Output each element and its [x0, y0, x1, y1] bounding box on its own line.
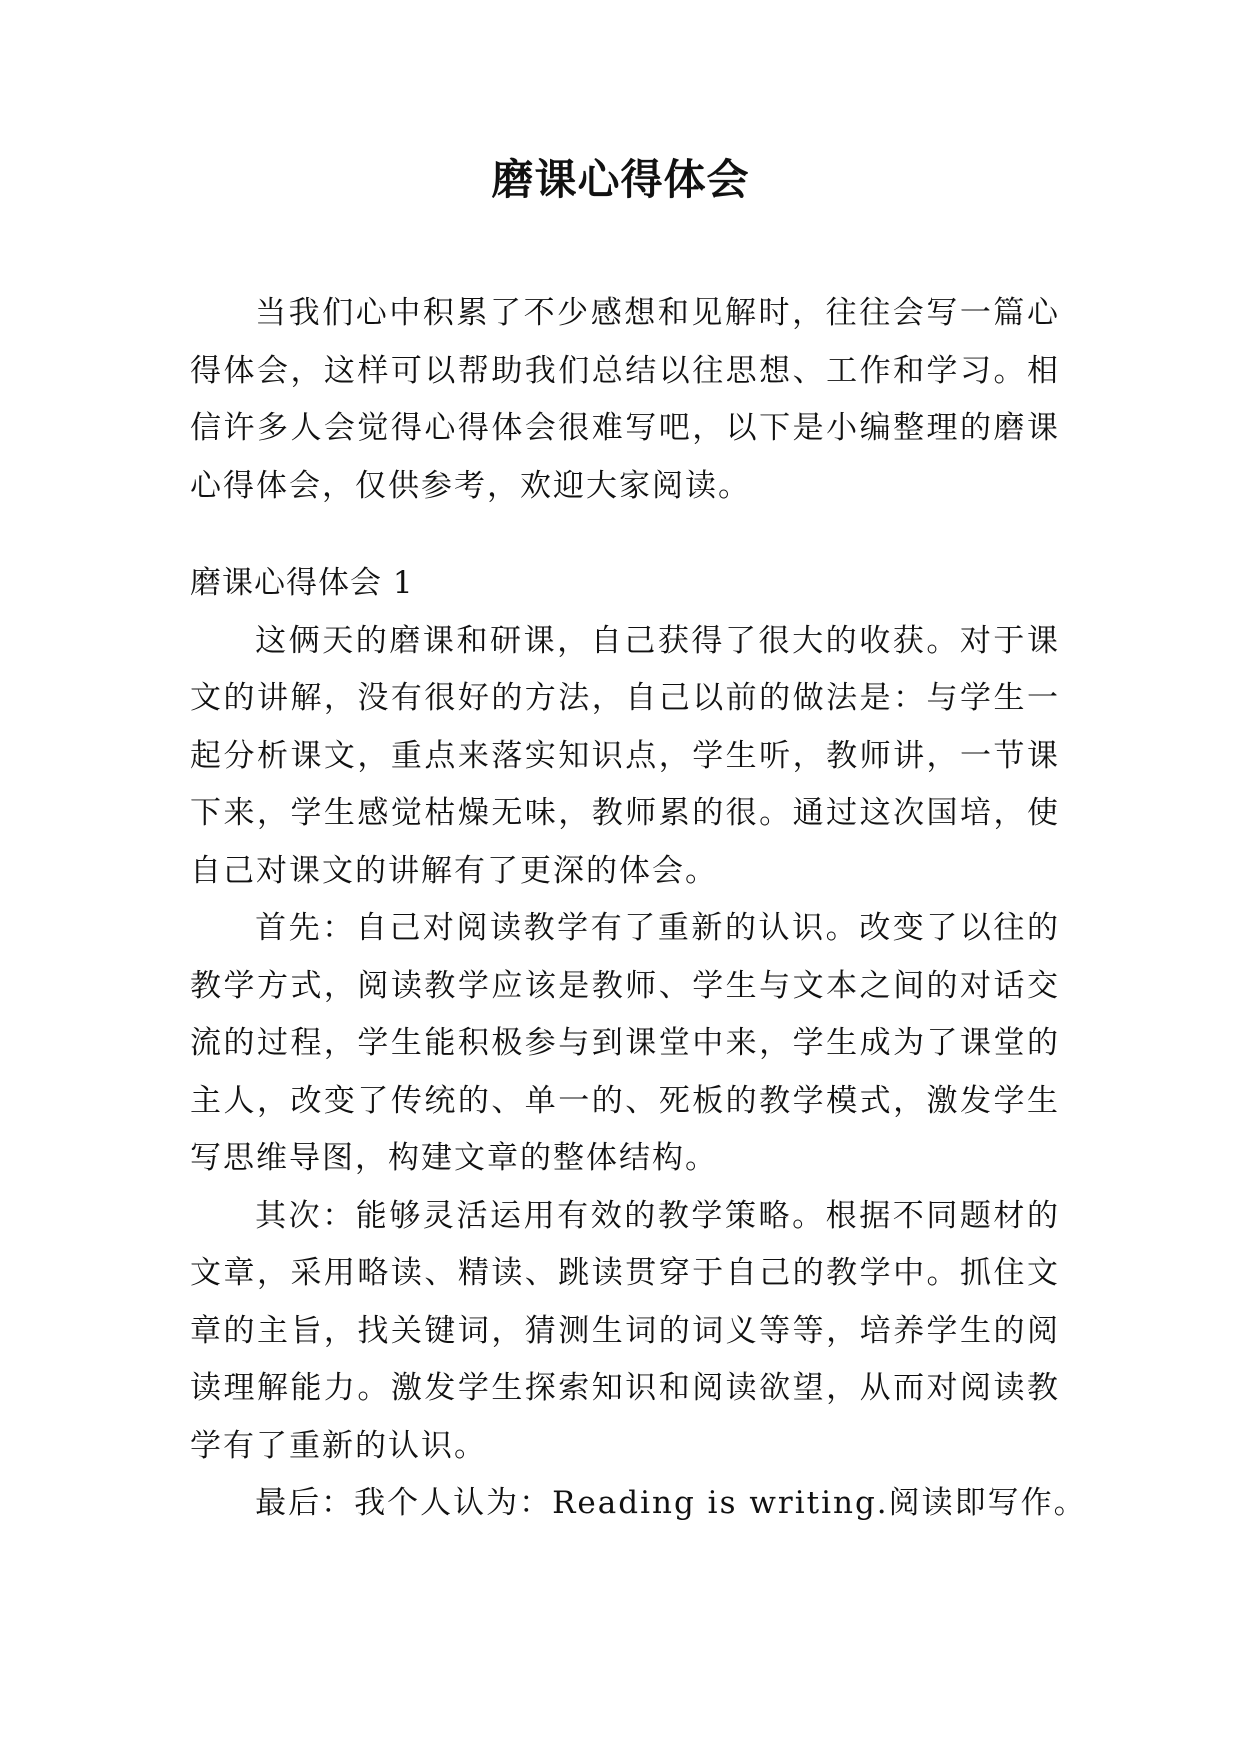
section-heading: 磨课心得体会 1	[190, 565, 414, 601]
document-body	[190, 285, 1087, 1533]
body-paragraph: 首先：自己对阅读教学有了重新的认识。改变了以往的教学方式，阅读教学应该是教师、学生与文本之间的对话交流的过程，学生能积极参与到课堂中来，学生成为了课堂的主人，改变了传统的、单一的、死板的教学模式，激发学生写思维导图，构建文章的整体结构。	[190, 910, 1060, 1176]
document-title: 磨课心得体会	[491, 155, 750, 204]
intro-paragraph: 当我们心中积累了不少感想和见解时，往往会写一篇心得体会，这样可以帮助我们总结以往思想、工作和学习。相信许多人会觉得心得体会很难写吧，以下是小编整理的磨课心得体会，仅供参考，欢迎大家阅读。	[190, 295, 1060, 504]
body-paragraph: 其次：能够灵活运用有效的教学策略。根据不同题材的文章，采用略读、精读、跳读贯穿于自己的教学中。抓住文章的主旨，找关键词，猜测生词的词义等等，培养学生的阅读理解能力。激发学生探索知识和阅读欲望，从而对阅读教学有了重新的认识。	[190, 1197, 1060, 1464]
body-paragraph: 这俩天的磨课和研课，自己获得了很大的收获。对于课文的讲解，没有很好的方法，自己以前的做法是：与学生一起分析课文，重点来落实知识点，学生听，教师讲，一节课下来，学生感觉枯燥无味，教师累的很。通过这次国培，使自己对课文的讲解有了更深的体会。	[190, 622, 1060, 889]
body-paragraph: 最后：我个人认为：Reading is writing.阅读即写作。	[255, 1485, 1087, 1521]
